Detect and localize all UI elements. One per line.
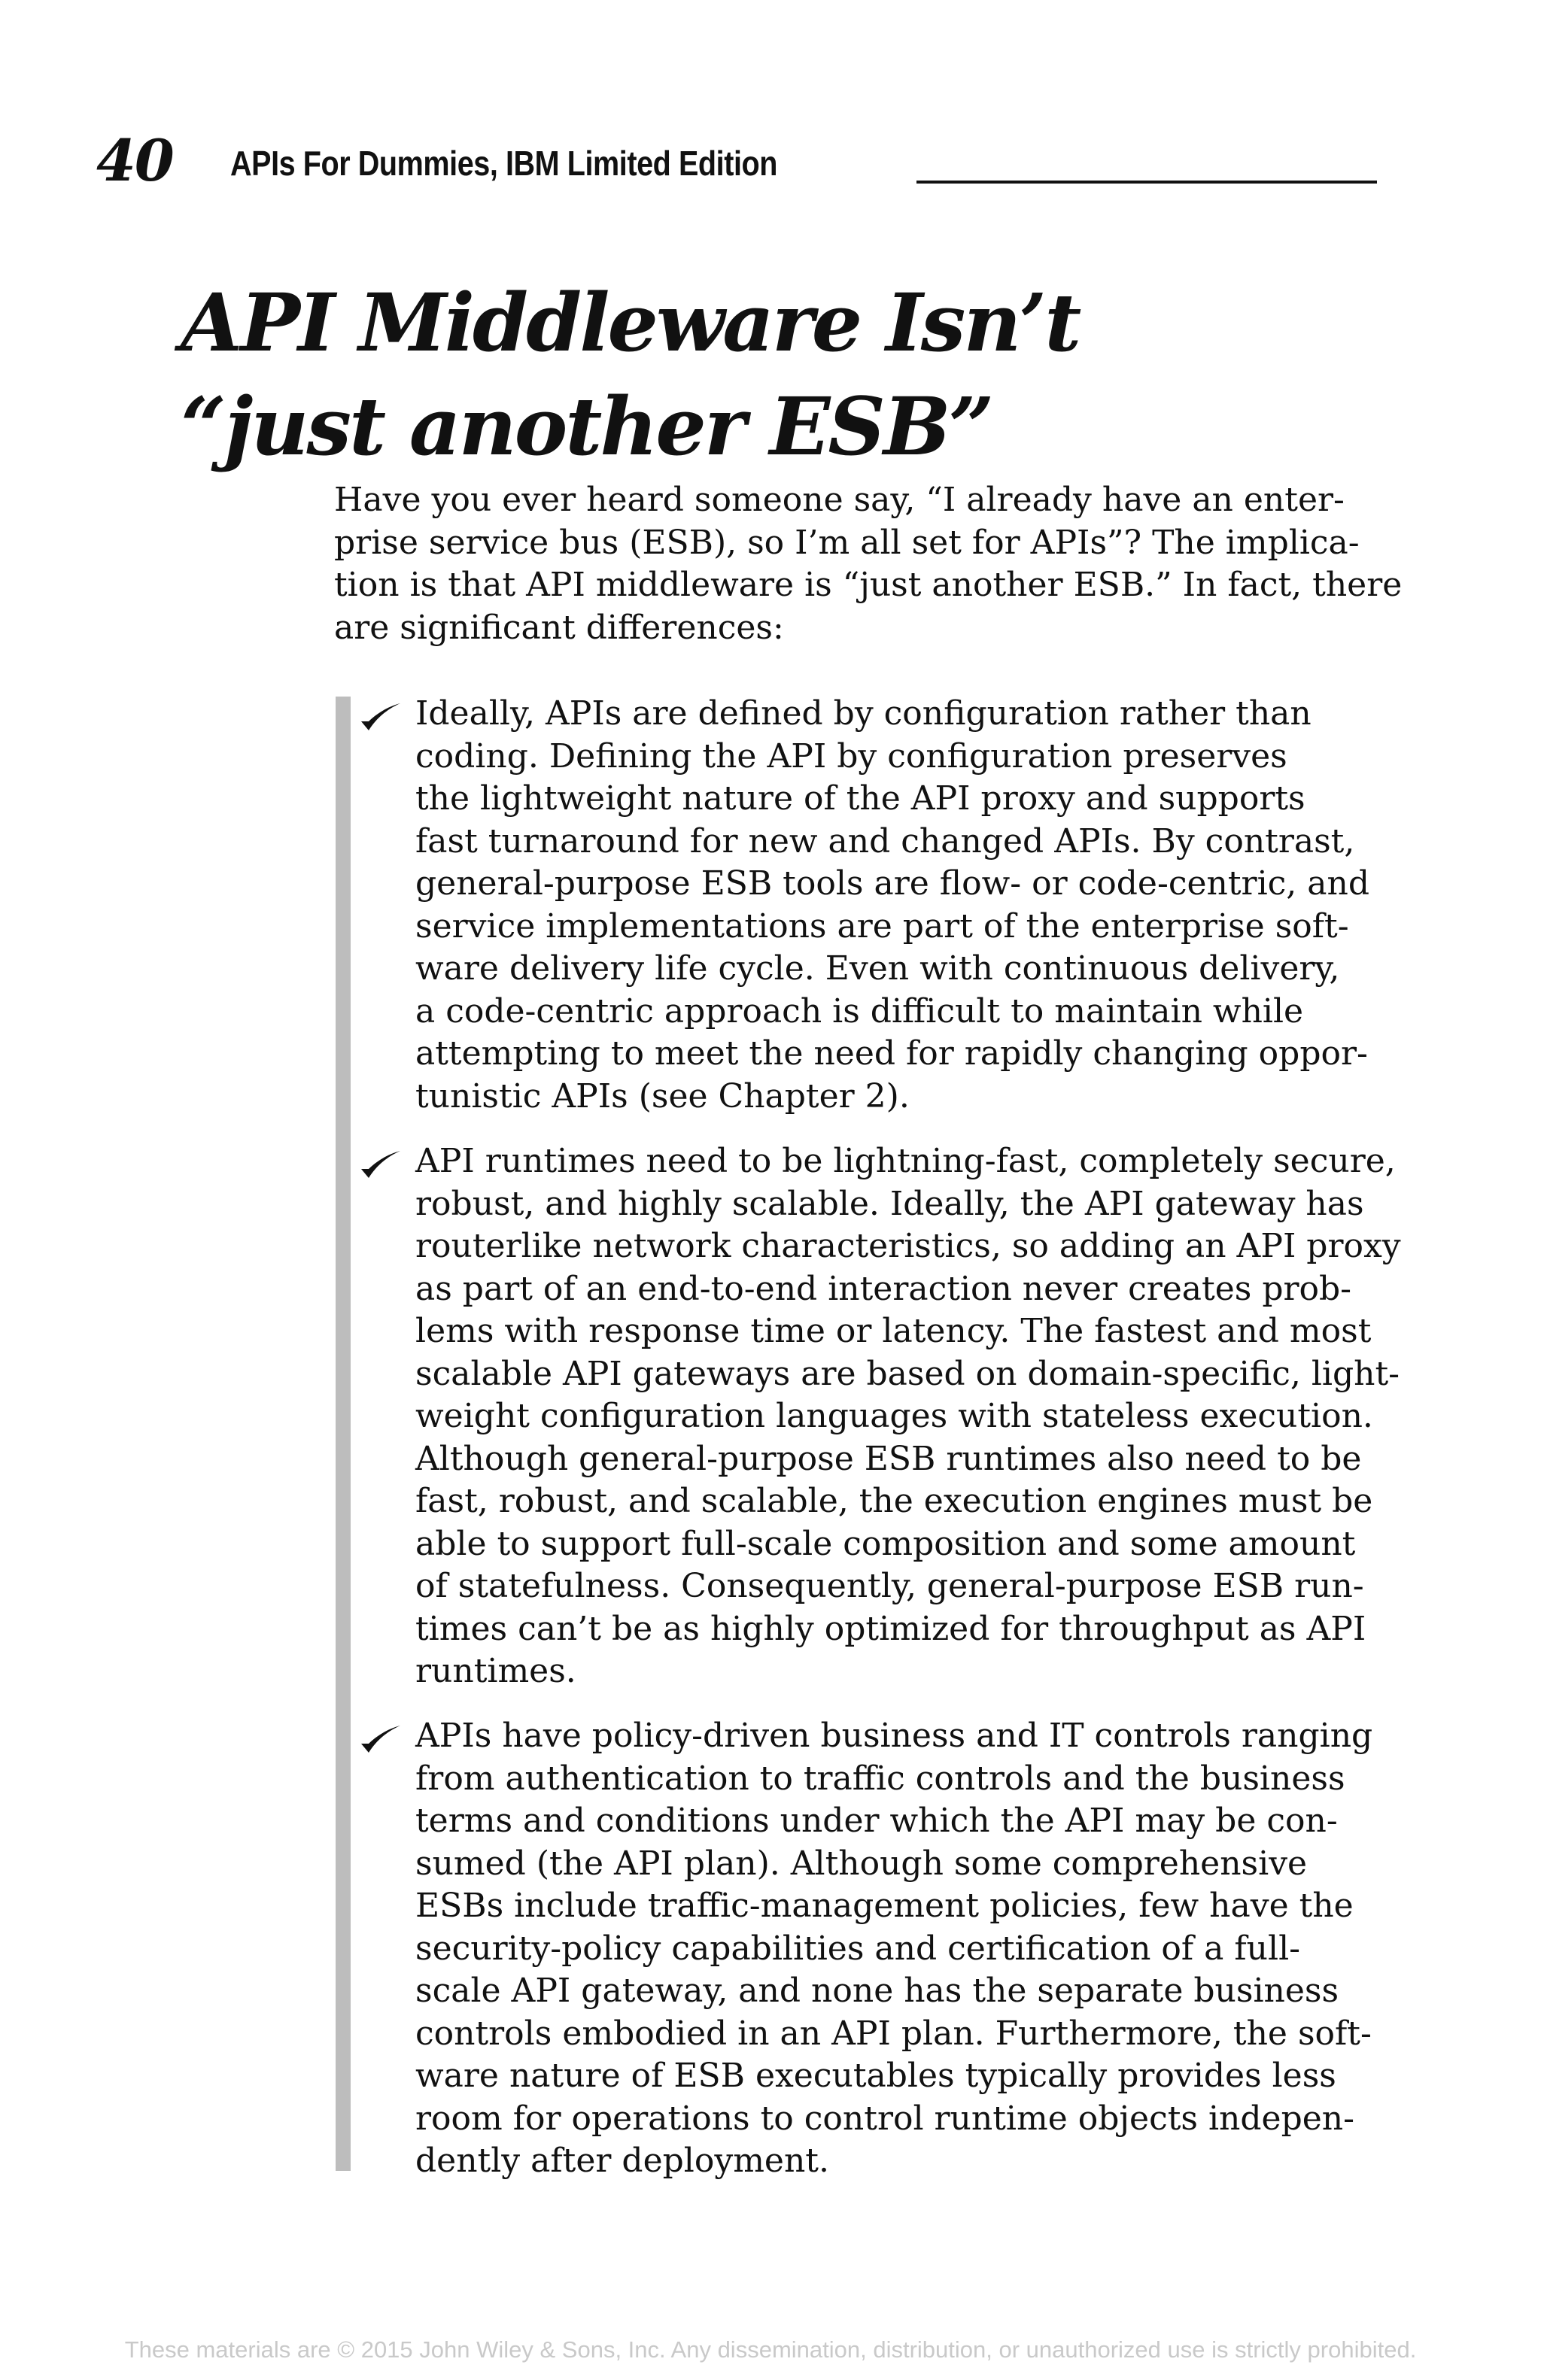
bullet-line: controls embodied in an API plan. Furthermore, the soft- bbox=[415, 2014, 1372, 2053]
bullet-line: service implementations are part of the enterprise soft- bbox=[415, 906, 1349, 946]
bullet-line: general-purpose ESB tools are flow- or code-centric, and bbox=[415, 864, 1369, 903]
intro-paragraph bbox=[334, 479, 1403, 649]
bullet-text bbox=[415, 1715, 1372, 2183]
bullet-line: the lightweight nature of the API proxy and supports bbox=[415, 779, 1305, 818]
bullet-line: a code-centric approach is difficult to maintain while bbox=[415, 991, 1304, 1031]
bullet-line: tunistic APIs (see Chapter 2). bbox=[415, 1076, 910, 1116]
section-heading-line: API Middleware Isn’t bbox=[181, 275, 1080, 369]
bullet-line: from authentication to traffic controls and the business bbox=[415, 1759, 1345, 1798]
check-icon bbox=[358, 1724, 402, 1754]
header-rule bbox=[916, 181, 1377, 184]
intro-line: Have you ever heard someone say, “I already have an enter- bbox=[334, 481, 1345, 519]
bullet-text bbox=[415, 693, 1369, 1118]
bullet-line: lems with response time or latency. The fastest and most bbox=[415, 1312, 1372, 1350]
bullet-line: Ideally, APIs are defined by configuration rather than bbox=[415, 694, 1312, 733]
bullet-line: fast turnaround for new and changed APIs. By contrast, bbox=[415, 821, 1355, 861]
check-icon bbox=[358, 1149, 402, 1179]
bullet-line: routerlike network characteristics, so adding an API proxy bbox=[415, 1227, 1401, 1265]
page-number: 40 bbox=[96, 127, 173, 194]
sidebar-bar bbox=[336, 697, 351, 2171]
check-icon bbox=[358, 702, 402, 732]
bullet-line: terms and conditions under which the API may be con- bbox=[415, 1802, 1338, 1840]
bullet-line: fast, robust, and scalable, the execution engines must be bbox=[415, 1482, 1373, 1520]
bullet-line: runtimes. bbox=[415, 1652, 576, 1690]
running-title: APIs For Dummies, IBM Limited Edition bbox=[230, 144, 778, 183]
section-heading bbox=[181, 271, 1234, 478]
copyright-footer: These materials are © 2015 John Wiley & Sons, Inc. Any dissemination, distribution, or unauthorized use is strictly prohibited. bbox=[124, 2336, 1417, 2363]
bullet-line: security-policy capabilities and certification of a full- bbox=[415, 1929, 1301, 1968]
bullet-line: ware nature of ESB executables typically provides less bbox=[415, 2057, 1336, 2095]
bullet-line: Although general-purpose ESB runtimes also need to be bbox=[415, 1439, 1362, 1478]
bullet-line: API runtimes need to be lightning-fast, completely secure, bbox=[415, 1142, 1396, 1180]
bullet-line: coding. Defining the API by configuration preserves bbox=[415, 736, 1287, 776]
bullet-line: sumed (the API plan). Although some comprehensive bbox=[415, 1844, 1308, 1883]
bullet-line: ESBs include traffic-management policies, few have the bbox=[415, 1887, 1354, 1925]
bullet-line: attempting to meet the need for rapidly changing oppor- bbox=[415, 1034, 1368, 1073]
bullet-line: times can’t be as highly optimized for throughput as API bbox=[415, 1609, 1366, 1648]
bullet-line: weight configuration languages with stateless execution. bbox=[415, 1397, 1373, 1435]
intro-line: are significant differences: bbox=[334, 608, 784, 647]
bullet-line: APIs have policy-driven business and IT controls ranging bbox=[415, 1717, 1373, 1755]
bullet-line: scalable API gateways are based on domain-specific, light- bbox=[415, 1354, 1400, 1393]
bullet-line: ware delivery life cycle. Even with continuous delivery, bbox=[415, 949, 1340, 988]
bullet-line: robust, and highly scalable. Ideally, the API gateway has bbox=[415, 1184, 1364, 1223]
bullet-text bbox=[415, 1140, 1401, 1693]
bullet-line: scale API gateway, and none has the separate business bbox=[415, 1972, 1339, 2010]
bullet-line: able to support full-scale composition and some amount bbox=[415, 1524, 1356, 1563]
intro-line: tion is that API middleware is “just another ESB.” In fact, there bbox=[334, 566, 1403, 604]
bullet-line: as part of an end-to-end interaction never creates prob- bbox=[415, 1269, 1352, 1308]
section-heading-line: “just another ESB” bbox=[181, 379, 992, 473]
bullet-line: of statefulness. Consequently, general-purpose ESB run- bbox=[415, 1567, 1364, 1605]
bullet-line: dently after deployment. bbox=[415, 2142, 829, 2180]
intro-line: prise service bus (ESB), so I’m all set for APIs”? The implica- bbox=[334, 523, 1360, 562]
bullet-line: room for operations to control runtime objects indepen- bbox=[415, 2099, 1354, 2138]
